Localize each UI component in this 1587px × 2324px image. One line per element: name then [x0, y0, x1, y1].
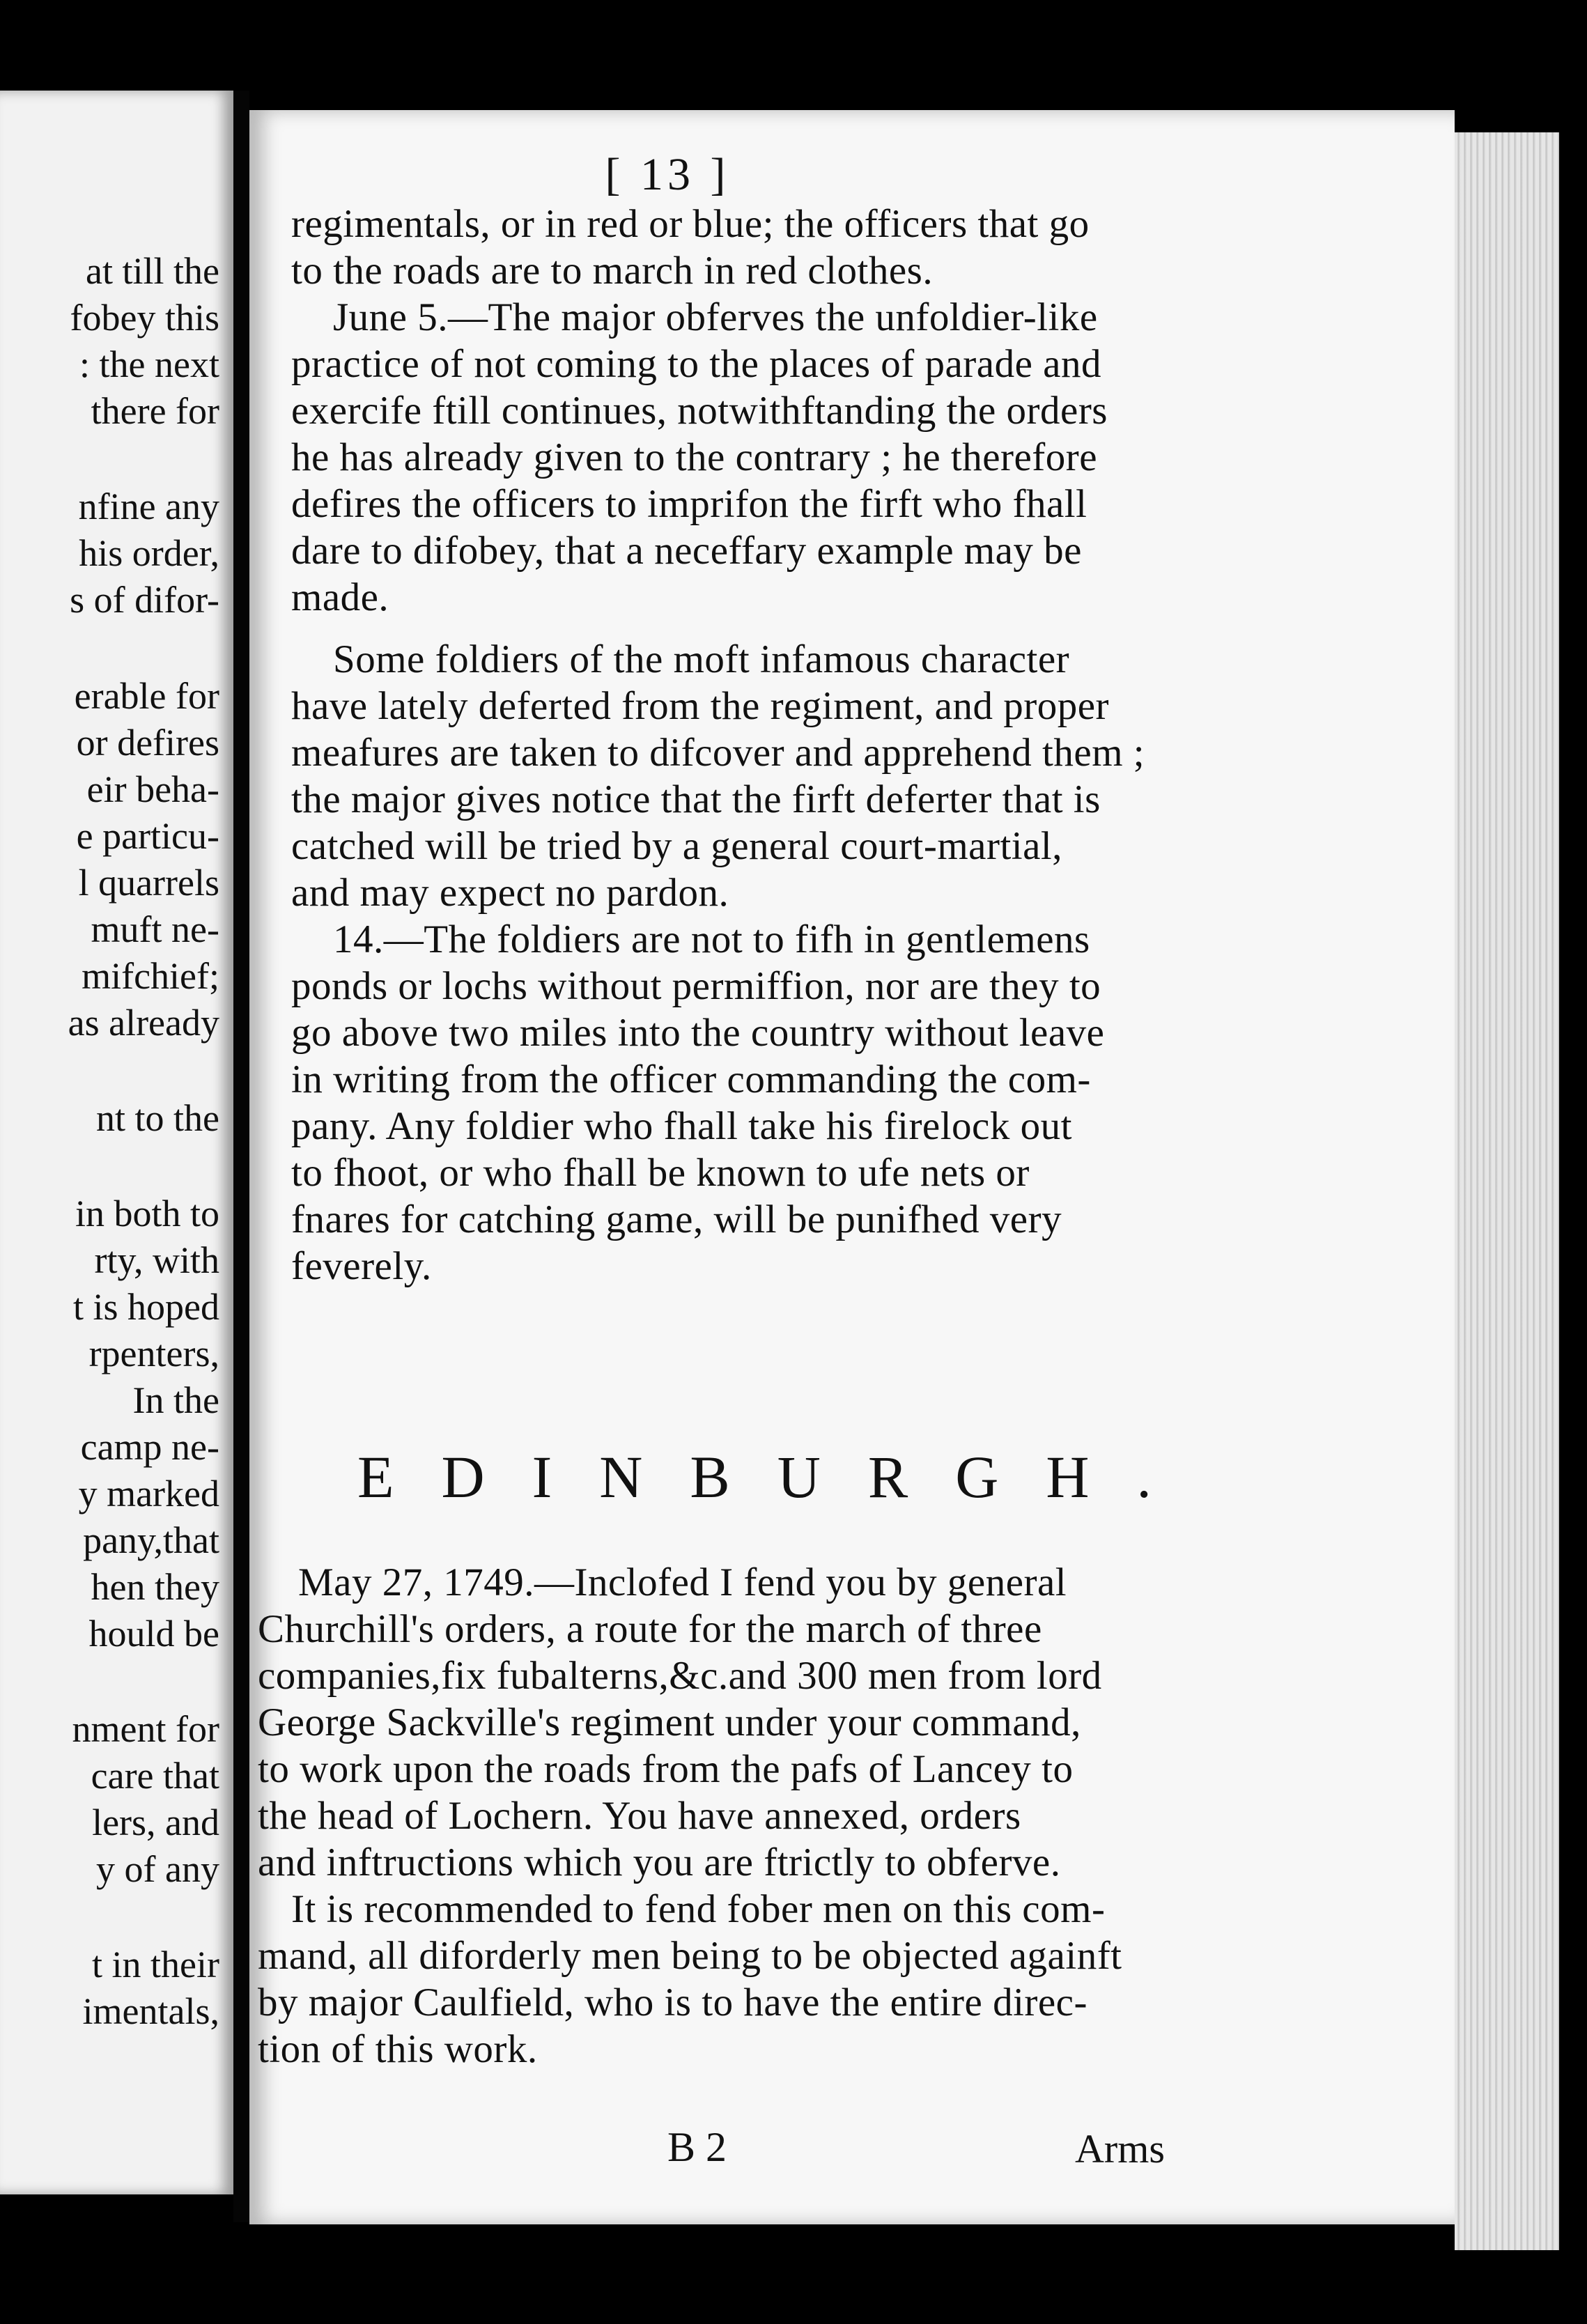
signature-mark: B 2 [667, 2124, 727, 2170]
text-line: the head of Lochern. You have annexed, orders [258, 1794, 1021, 1838]
left-page-fragment: rty, with [94, 1239, 219, 1281]
text-line: May 27, 1749.—Inclofed I fend you by general [298, 1560, 1067, 1604]
page-edges [1455, 132, 1559, 2250]
left-page-fragment: in both to [75, 1193, 219, 1234]
page-number: [ 13 ] [605, 149, 730, 200]
text-line: pany. Any foldier who fhall take his firelock out [291, 1104, 1072, 1148]
text-line: catched will be tried by a general court-martial, [291, 824, 1062, 868]
left-page-fragment: lers, and [92, 1802, 219, 1843]
left-page-fragment: nfine any [78, 486, 219, 527]
text-line: exercife ftill continues, notwithftanding the orders [291, 389, 1108, 433]
text-line: go above two miles into the country without leave [291, 1011, 1105, 1055]
left-page-fragment: mifchief; [82, 955, 219, 997]
text-line: made. [291, 575, 389, 619]
text-line: June 5.—The major obferves the unfoldier-like [333, 295, 1098, 339]
left-page-fragment: l quarrels [78, 862, 219, 904]
text-line: he has already given to the contrary ; he therefore [291, 435, 1098, 479]
left-page-fragment: : the next [79, 343, 219, 385]
text-line: defires the officers to imprifon the firft who fhall [291, 482, 1087, 526]
left-page-fragment: camp ne- [80, 1426, 219, 1468]
text-line: 14.—The foldiers are not to fifh in gentlemens [333, 917, 1090, 961]
left-page-fragment: s of difor- [70, 579, 219, 621]
left-page-fragment: y of any [96, 1848, 219, 1890]
text-line: meafures are taken to difcover and apprehend them ; [291, 731, 1145, 775]
left-page-fragment: his order, [79, 532, 219, 574]
section-heading: EDINBURGH. [357, 1443, 1199, 1510]
text-line: to work upon the roads from the pafs of Lancey to [258, 1747, 1074, 1791]
left-page-fragment: at till the [86, 250, 219, 292]
text-line: to the roads are to march in red clothes. [291, 249, 934, 293]
left-page-fragment: hould be [88, 1613, 219, 1655]
left-page-fragment: imentals, [82, 1990, 219, 2032]
left-page-fragment: nment for [72, 1708, 219, 1750]
left-page-fragment: e particu- [76, 815, 219, 857]
text-line: regimentals, or in red or blue; the officers that go [291, 202, 1090, 246]
text-line: practice of not coming to the places of parade and [291, 342, 1101, 386]
left-page-fragment: nt to the [96, 1097, 219, 1139]
book-gutter [233, 91, 249, 2222]
left-page-fragment: erable for [74, 675, 219, 717]
text-line: and may expect no pardon. [291, 871, 729, 915]
text-line: ponds or lochs without permiffion, nor are they to [291, 964, 1101, 1008]
text-line: dare to difobey, that a neceffary example may be [291, 529, 1082, 573]
left-page-fragment: fobey this [70, 297, 219, 339]
right-page [249, 110, 1455, 2224]
left-page-fragment: or defires [76, 722, 219, 764]
left-page-fragment: t is hoped [73, 1286, 219, 1328]
text-line: in writing from the officer commanding the com- [291, 1058, 1091, 1101]
left-page-fragment: t in their [92, 1944, 219, 1985]
left-page-fragment: rpenters, [88, 1333, 219, 1374]
left-page-fragment: muft ne- [91, 908, 219, 950]
left-page-fragment: In the [132, 1379, 219, 1421]
text-line: fnares for catching game, will be punifhed very [291, 1198, 1062, 1241]
left-page-fragment: hen they [91, 1566, 219, 1608]
text-line: by major Caulfield, who is to have the entire direc- [258, 1981, 1087, 2024]
text-line: Some foldiers of the moft infamous character [333, 637, 1070, 681]
text-line: and inftructions which you are ftrictly to obferve. [258, 1841, 1061, 1884]
catchword: Arms [1075, 2126, 1165, 2171]
text-line: feverely. [291, 1244, 432, 1288]
text-line: tion of this work. [258, 2027, 538, 2071]
text-line: have lately deferted from the regiment, and proper [291, 684, 1109, 728]
left-page-fragment: eir beha- [86, 768, 219, 810]
left-page-fragment: pany,that [83, 1519, 219, 1561]
left-facing-page [0, 91, 233, 2194]
left-page-fragment: y marked [78, 1473, 219, 1515]
text-line: George Sackville's regiment under your command, [258, 1701, 1081, 1744]
text-line: companies,fix fubalterns,&c.and 300 men from lord [258, 1654, 1102, 1698]
text-line: It is recommended to fend fober men on this com- [291, 1887, 1106, 1931]
text-line: Churchill's orders, a route for the march of three [258, 1607, 1042, 1651]
text-line: to fhoot, or who fhall be known to ufe nets or [291, 1151, 1030, 1195]
left-page-fragment: care that [91, 1755, 219, 1797]
left-page-fragment: there for [91, 390, 219, 432]
text-line: the major gives notice that the firft deferter that is [291, 777, 1101, 821]
left-page-fragment: as already [68, 1002, 219, 1044]
text-line: mand, all diforderly men being to be objected againft [258, 1934, 1122, 1978]
